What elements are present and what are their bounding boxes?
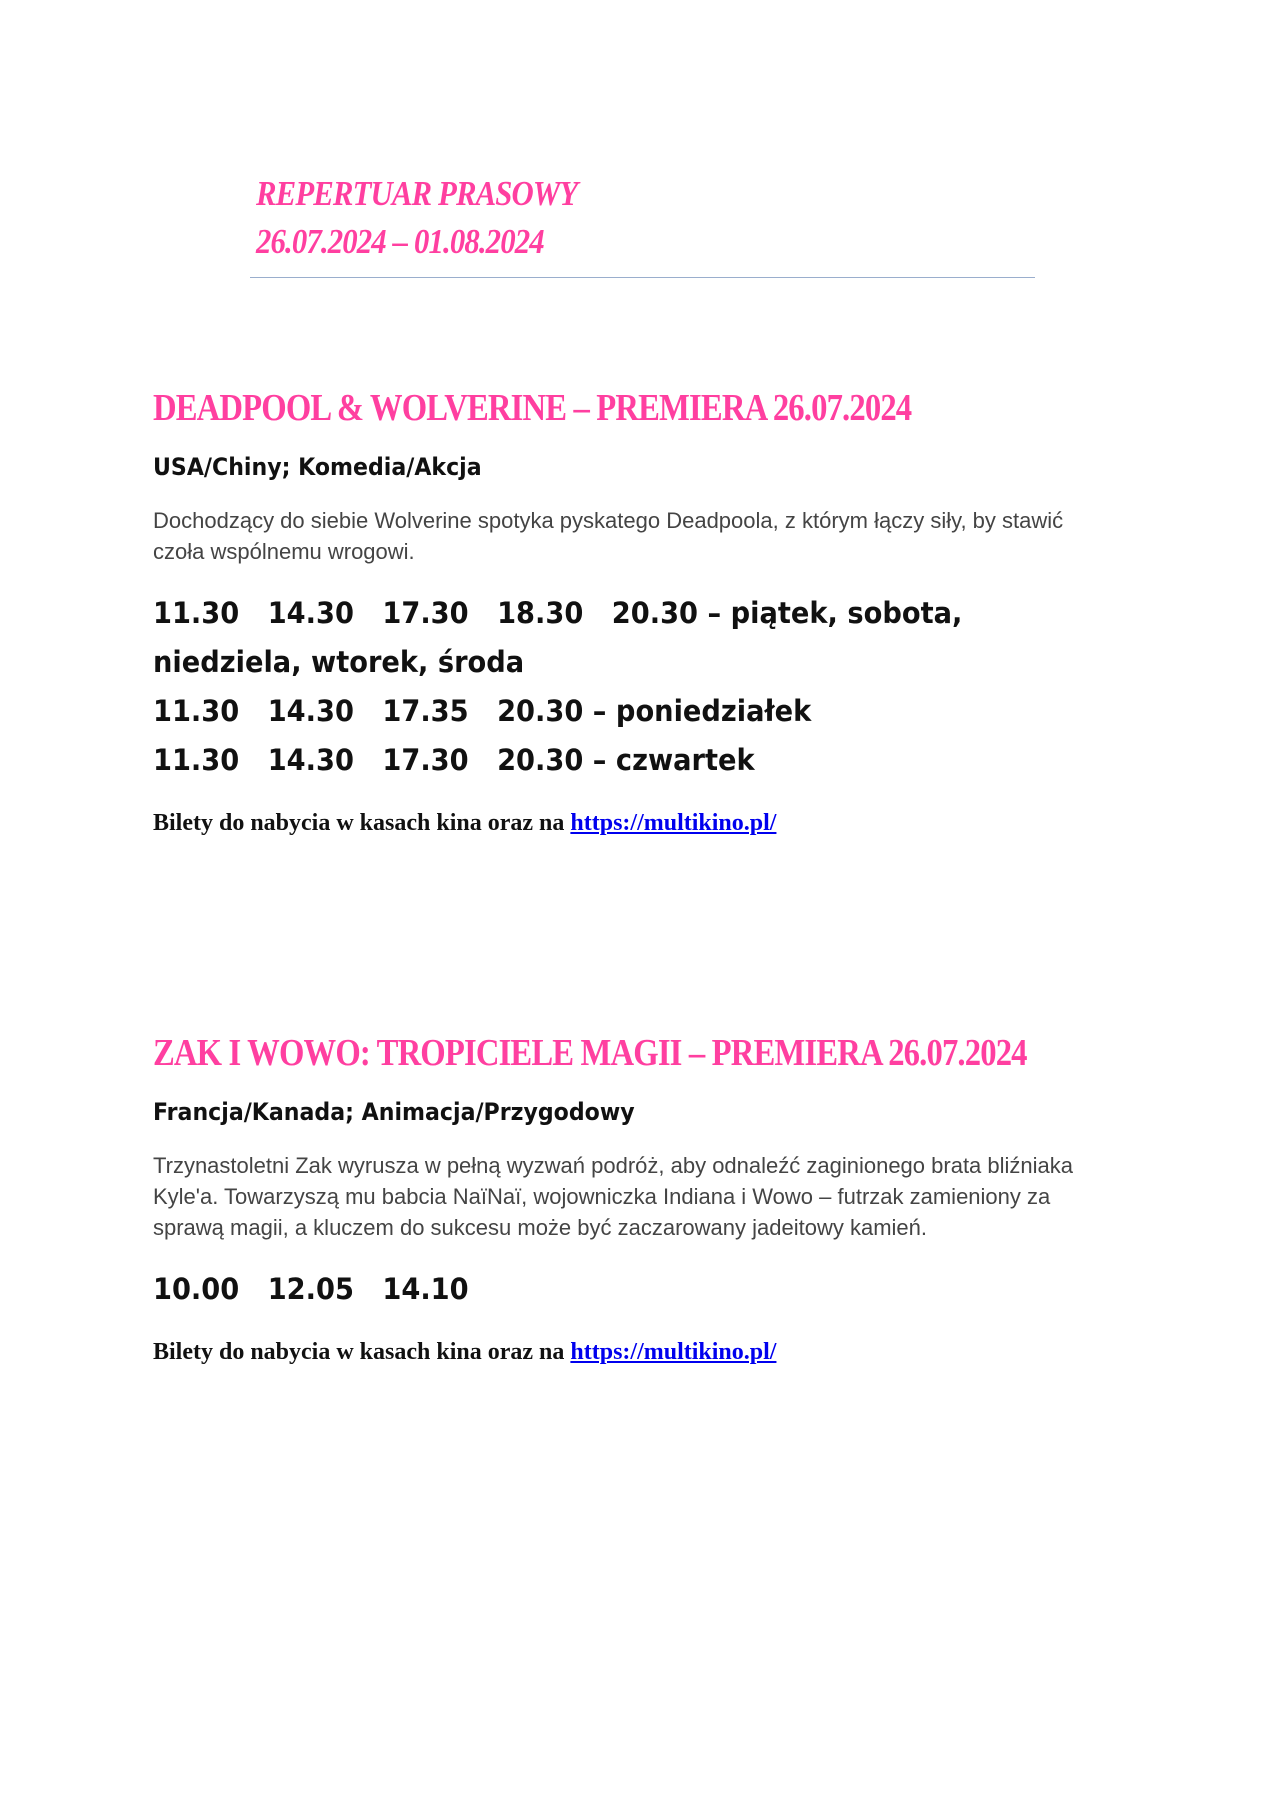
header-divider (250, 277, 1035, 278)
movie-title: ZAK I WOWO: TROPICIELE MAGII – PREMIERA 26.07.2024 (153, 1032, 1027, 1074)
showtimes (153, 1265, 1113, 1314)
movie-description: Trzynastoletni Zak wyrusza w pełną wyzwań podróż, aby odnaleźć zaginionego brata bliźniaka Kyle'a. Towarzyszą mu babcia NaïNaï, wojowniczka Indiana i Wowo – futrzak zamieniony za sprawą magii, a kluczem do sukcesu może być zaczarowany jadeitowy kamień. (153, 1153, 1074, 1240)
showtimes (153, 589, 1113, 785)
movie-section-deadpool (153, 385, 1113, 839)
tickets-text: Bilety do nabycia w kasach kina oraz na (153, 1339, 571, 1365)
tickets-info (153, 1336, 1113, 1368)
date-range: 26.07.2024 – 01.08.2024 (256, 222, 544, 261)
document-header (256, 170, 621, 266)
movie-section-zak-i-wowo (153, 1030, 1113, 1368)
movie-meta: Francja/Kanada; Animacja/Przygodowy (153, 1098, 635, 1126)
tickets-link[interactable]: https://multikino.pl/ (570, 810, 777, 836)
movie-meta: USA/Chiny; Komedia/Akcja (153, 453, 482, 481)
tickets-info (153, 807, 1113, 839)
tickets-text: Bilety do nabycia w kasach kina oraz na (153, 810, 571, 836)
tickets-link[interactable]: https://multikino.pl/ (570, 1339, 777, 1365)
showtime-row: 10.00 12.05 14.10 (153, 1272, 469, 1306)
showtime-row: 11.30 14.30 17.30 18.30 20.30 – piątek, sobota, niedziela, wtorek, środa (153, 596, 972, 679)
showtime-row: 11.30 14.30 17.35 20.30 – poniedziałek (153, 694, 812, 728)
movie-title: DEADPOOL & WOLVERINE – PREMIERA 26.07.2024 (153, 387, 912, 429)
document-title: REPERTUAR PRASOWY (256, 174, 578, 213)
movie-description: Dochodzący do siebie Wolverine spotyka pyskatego Deadpoola, z którym łączy siły, by stawić czoła wspólnemu wrogowi. (153, 508, 1064, 564)
showtime-row: 11.30 14.30 17.30 20.30 – czwartek (153, 743, 755, 777)
